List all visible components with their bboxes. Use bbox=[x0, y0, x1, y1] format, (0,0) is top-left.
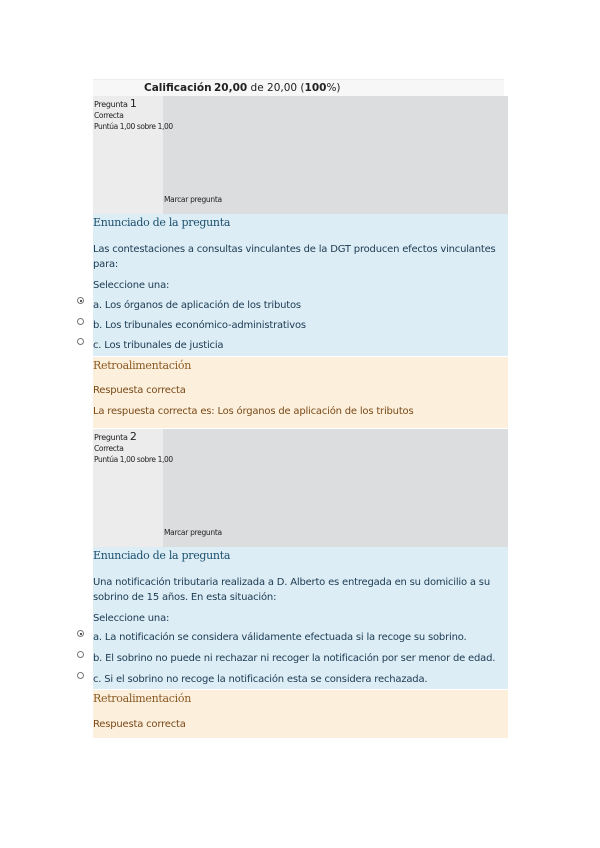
feedback-panel bbox=[93, 357, 508, 428]
question-number bbox=[94, 97, 137, 110]
question-number-value: 2 bbox=[129, 430, 137, 443]
answer-option[interactable] bbox=[93, 653, 495, 664]
answer-text: b. Los tribunales económico-administrativos bbox=[93, 320, 306, 331]
question-state: Correcta bbox=[94, 444, 124, 453]
question-number bbox=[94, 430, 137, 443]
answer-option[interactable] bbox=[93, 340, 223, 351]
feedback-correct-answer: La respuesta correcta es: Los órganos de aplicación de los tributos bbox=[93, 406, 414, 417]
answer-text: c. Si el sobrino no recoge la notificación esta se considera rechazada. bbox=[93, 674, 428, 685]
question-formulation bbox=[93, 214, 508, 356]
answer-option[interactable] bbox=[93, 674, 427, 685]
feedback-result: Respuesta correcta bbox=[93, 385, 186, 396]
question-info bbox=[93, 96, 508, 214]
feedback-panel bbox=[93, 690, 508, 738]
flag-question-link[interactable]: Marcar pregunta bbox=[164, 195, 222, 204]
feedback-title: Retroalimentación bbox=[93, 359, 191, 372]
question-state: Correcta bbox=[94, 111, 124, 120]
question-formulation bbox=[93, 547, 508, 689]
question-grade: Puntúa 1,00 sobre 1,00 bbox=[94, 122, 173, 131]
question-label: Pregunta bbox=[94, 433, 128, 442]
grade-value bbox=[214, 80, 341, 96]
question-number-value: 1 bbox=[129, 97, 137, 110]
grade-score: 20,00 bbox=[214, 82, 248, 94]
answer-option[interactable] bbox=[93, 320, 306, 331]
answer-prompt: Seleccione una: bbox=[93, 280, 170, 291]
grade-summary bbox=[93, 79, 504, 96]
answer-text: b. El sobrino no puede ni rechazar ni recoger la notificación por ser menor de edad. bbox=[93, 653, 496, 664]
grade-percent: 100 bbox=[304, 82, 327, 94]
grade-label: Calificación bbox=[144, 82, 212, 94]
question-text: Una notificación tributaria realizada a D. Alberto es entregada en su domicilio a su sobrino de 15 años. En esta situación: bbox=[93, 577, 490, 603]
answer-option[interactable] bbox=[93, 300, 301, 311]
answer-option[interactable] bbox=[93, 632, 466, 643]
answer-radio-selected[interactable] bbox=[77, 297, 84, 304]
question-info bbox=[93, 429, 508, 547]
answer-radio-selected[interactable] bbox=[77, 630, 84, 637]
grade-suffix: %) bbox=[326, 82, 341, 94]
feedback-title: Retroalimentación bbox=[93, 692, 191, 705]
answer-text: a. Los órganos de aplicación de los tributos bbox=[93, 300, 301, 311]
answer-text: a. La notificación se considera válidamente efectuada si la recoge su sobrino. bbox=[93, 632, 467, 643]
answer-text: c. Los tribunales de justicia bbox=[93, 340, 224, 351]
answer-radio[interactable] bbox=[77, 651, 84, 658]
flag-question-link[interactable]: Marcar pregunta bbox=[164, 528, 222, 537]
question-label: Pregunta bbox=[94, 100, 128, 109]
formulation-title: Enunciado de la pregunta bbox=[93, 549, 231, 562]
feedback-result: Respuesta correcta bbox=[93, 719, 186, 730]
question-text: Las contestaciones a consultas vinculantes de la DGT producen efectos vinculantes para: bbox=[93, 244, 496, 270]
answer-radio[interactable] bbox=[77, 318, 84, 325]
answer-radio[interactable] bbox=[77, 672, 84, 679]
question-grade: Puntúa 1,00 sobre 1,00 bbox=[94, 455, 173, 464]
answer-prompt: Seleccione una: bbox=[93, 613, 170, 624]
answer-radio[interactable] bbox=[77, 338, 84, 345]
formulation-title: Enunciado de la pregunta bbox=[93, 216, 231, 229]
grade-rest: de 20,00 ( bbox=[247, 82, 305, 94]
